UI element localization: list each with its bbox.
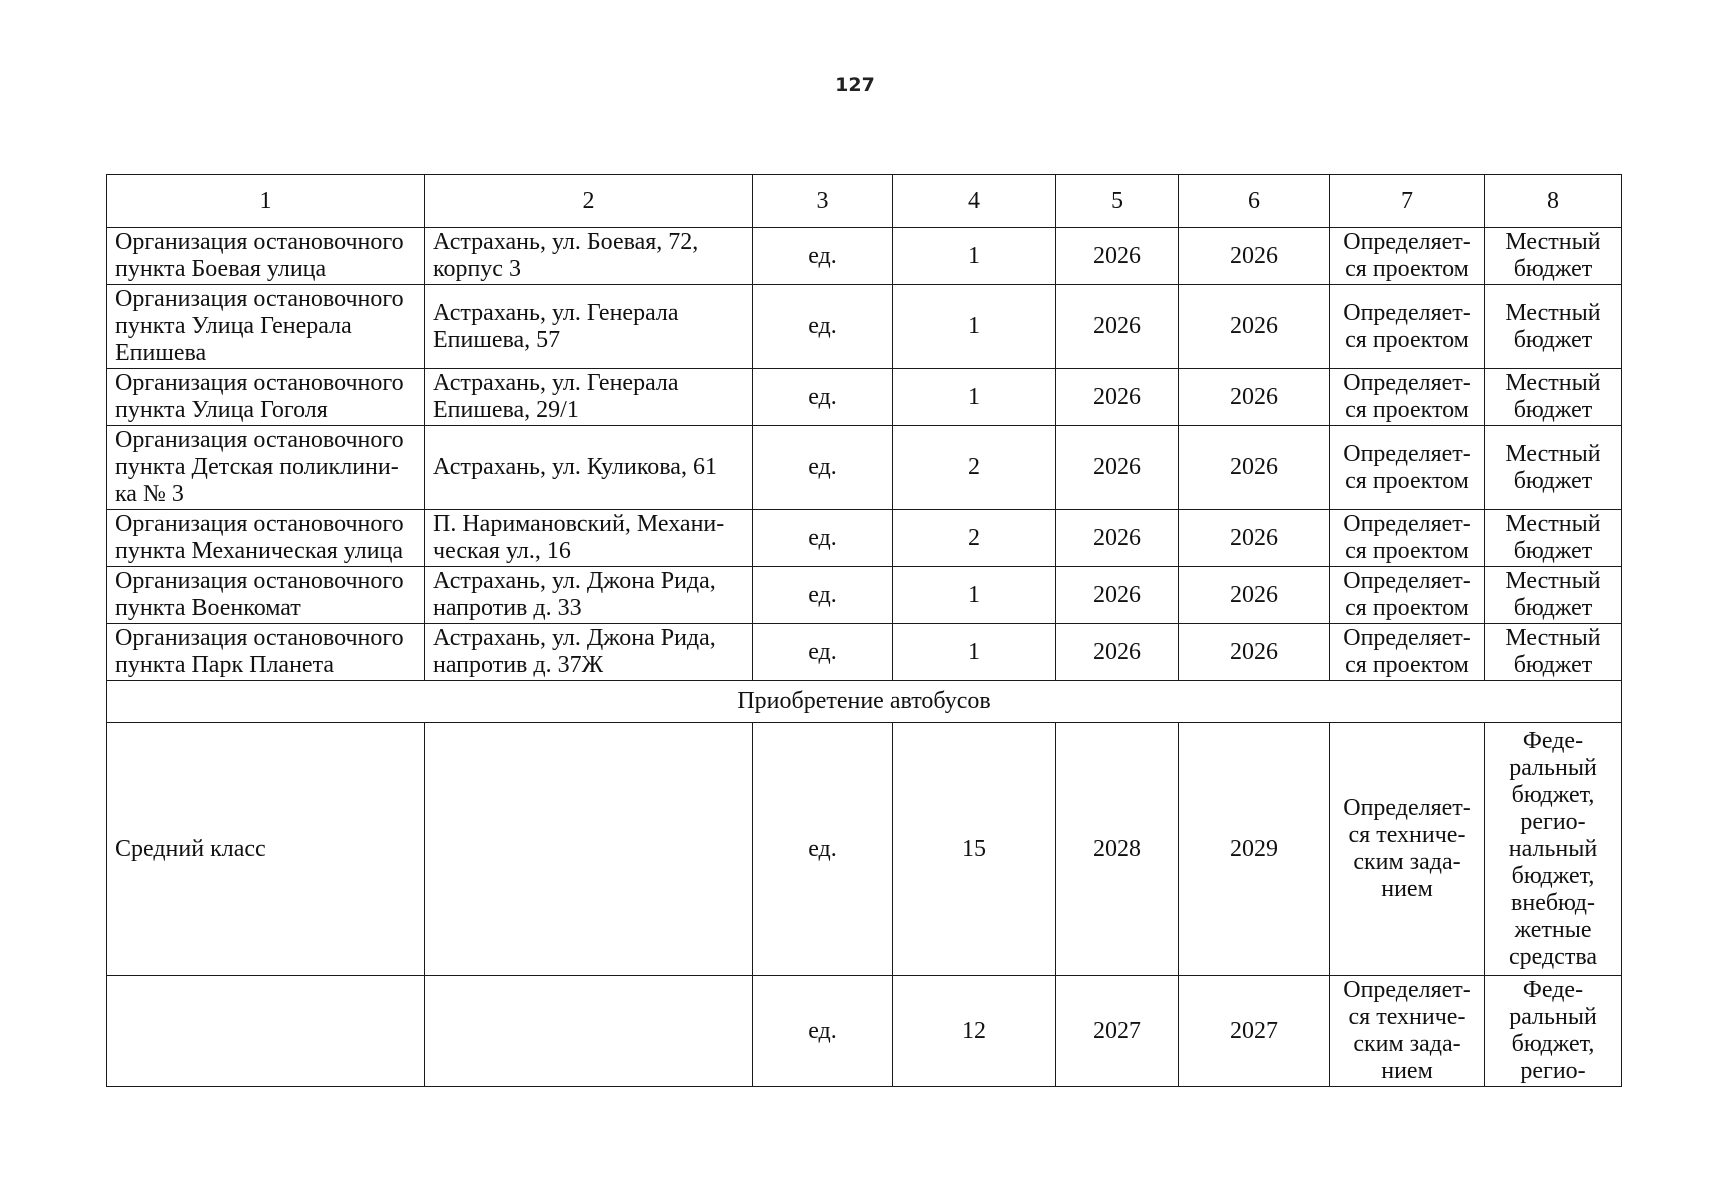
cost-cell: Определяет-ся проектом <box>1330 510 1485 567</box>
measure-name-cell: Организация остановочного пункта Боевая улица <box>107 228 425 285</box>
address-cell: Астрахань, ул. Джона Рида, напротив д. 37Ж <box>425 624 753 681</box>
cost-cell: Определяет-ся проектом <box>1330 567 1485 624</box>
end-year-cell: 2026 <box>1179 369 1330 426</box>
page-number: 127 <box>835 74 875 96</box>
start-year-cell: 2026 <box>1056 510 1179 567</box>
unit-cell: ед. <box>753 976 893 1087</box>
unit-cell: ед. <box>753 369 893 426</box>
table-row <box>107 510 1622 567</box>
quantity-cell: 15 <box>893 723 1056 976</box>
cost-cell: Определяет-ся проектом <box>1330 624 1485 681</box>
funding-source-cell: Местный бюджет <box>1485 567 1622 624</box>
address-cell <box>425 976 753 1087</box>
unit-cell: ед. <box>753 624 893 681</box>
cost-cell: Определяет-ся техниче-ским зада-нием <box>1330 976 1485 1087</box>
funding-source-cell: Местный бюджет <box>1485 369 1622 426</box>
start-year-cell: 2026 <box>1056 624 1179 681</box>
table-row <box>107 723 1622 976</box>
unit-cell: ед. <box>753 723 893 976</box>
funding-source-cell: Местный бюджет <box>1485 426 1622 510</box>
cost-cell: Определяет-ся проектом <box>1330 228 1485 285</box>
quantity-cell: 1 <box>893 228 1056 285</box>
measure-name-cell <box>107 976 425 1087</box>
measure-name-cell: Организация остановочного пункта Военкомат <box>107 567 425 624</box>
column-header: 3 <box>753 175 893 228</box>
quantity-cell: 2 <box>893 426 1056 510</box>
quantity-cell: 1 <box>893 285 1056 369</box>
column-header: 4 <box>893 175 1056 228</box>
end-year-cell: 2026 <box>1179 228 1330 285</box>
funding-source-cell: Феде-ральный бюджет, регио- <box>1485 976 1622 1087</box>
cost-cell: Определяет-ся проектом <box>1330 285 1485 369</box>
column-header: 6 <box>1179 175 1330 228</box>
address-cell: П. Наримановский, Механи-ческая ул., 16 <box>425 510 753 567</box>
cost-cell: Определяет-ся проектом <box>1330 369 1485 426</box>
column-header: 2 <box>425 175 753 228</box>
start-year-cell: 2027 <box>1056 976 1179 1087</box>
end-year-cell: 2026 <box>1179 567 1330 624</box>
unit-cell: ед. <box>753 426 893 510</box>
section-title: Приобретение автобусов <box>107 681 1622 723</box>
address-cell: Астрахань, ул. Генерала Епишева, 57 <box>425 285 753 369</box>
column-header: 1 <box>107 175 425 228</box>
start-year-cell: 2026 <box>1056 369 1179 426</box>
cost-cell: Определяет-ся проектом <box>1330 426 1485 510</box>
column-header: 5 <box>1056 175 1179 228</box>
quantity-cell: 1 <box>893 624 1056 681</box>
measure-name-cell: Организация остановочного пункта Механическая улица <box>107 510 425 567</box>
end-year-cell: 2026 <box>1179 624 1330 681</box>
address-cell: Астрахань, ул. Джона Рида, напротив д. 33 <box>425 567 753 624</box>
funding-source-cell: Феде-ральный бюджет, регио-нальный бюджет, внебюд-жетные средства <box>1485 723 1622 976</box>
funding-source-cell: Местный бюджет <box>1485 510 1622 567</box>
quantity-cell: 1 <box>893 567 1056 624</box>
end-year-cell: 2026 <box>1179 510 1330 567</box>
measure-name-cell: Организация остановочного пункта Парк Планета <box>107 624 425 681</box>
address-cell: Астрахань, ул. Куликова, 61 <box>425 426 753 510</box>
quantity-cell: 2 <box>893 510 1056 567</box>
unit-cell: ед. <box>753 228 893 285</box>
table-row <box>107 426 1622 510</box>
table-row <box>107 228 1622 285</box>
column-header: 8 <box>1485 175 1622 228</box>
end-year-cell: 2029 <box>1179 723 1330 976</box>
measure-name-cell: Средний класс <box>107 723 425 976</box>
table-row <box>107 624 1622 681</box>
table-row <box>107 567 1622 624</box>
measure-name-cell: Организация остановочного пункта Улица Генерала Епишева <box>107 285 425 369</box>
table-row <box>107 369 1622 426</box>
address-cell: Астрахань, ул. Генерала Епишева, 29/1 <box>425 369 753 426</box>
address-cell <box>425 723 753 976</box>
start-year-cell: 2026 <box>1056 567 1179 624</box>
start-year-cell: 2026 <box>1056 285 1179 369</box>
unit-cell: ед. <box>753 567 893 624</box>
cost-cell: Определяет-ся техниче-ским зада-нием <box>1330 723 1485 976</box>
end-year-cell: 2026 <box>1179 426 1330 510</box>
unit-cell: ед. <box>753 285 893 369</box>
unit-cell: ед. <box>753 510 893 567</box>
table-row <box>107 285 1622 369</box>
measure-name-cell: Организация остановочного пункта Улица Гоголя <box>107 369 425 426</box>
address-cell: Астрахань, ул. Боевая, 72, корпус 3 <box>425 228 753 285</box>
funding-source-cell: Местный бюджет <box>1485 285 1622 369</box>
section-row <box>107 681 1622 723</box>
end-year-cell: 2026 <box>1179 285 1330 369</box>
start-year-cell: 2026 <box>1056 228 1179 285</box>
quantity-cell: 12 <box>893 976 1056 1087</box>
column-header: 7 <box>1330 175 1485 228</box>
measure-name-cell: Организация остановочного пункта Детская поликлини-ка № 3 <box>107 426 425 510</box>
table-row <box>107 976 1622 1087</box>
table-header-row <box>107 175 1622 228</box>
quantity-cell: 1 <box>893 369 1056 426</box>
start-year-cell: 2028 <box>1056 723 1179 976</box>
measures-table <box>106 174 1622 1087</box>
start-year-cell: 2026 <box>1056 426 1179 510</box>
funding-source-cell: Местный бюджет <box>1485 228 1622 285</box>
funding-source-cell: Местный бюджет <box>1485 624 1622 681</box>
end-year-cell: 2027 <box>1179 976 1330 1087</box>
